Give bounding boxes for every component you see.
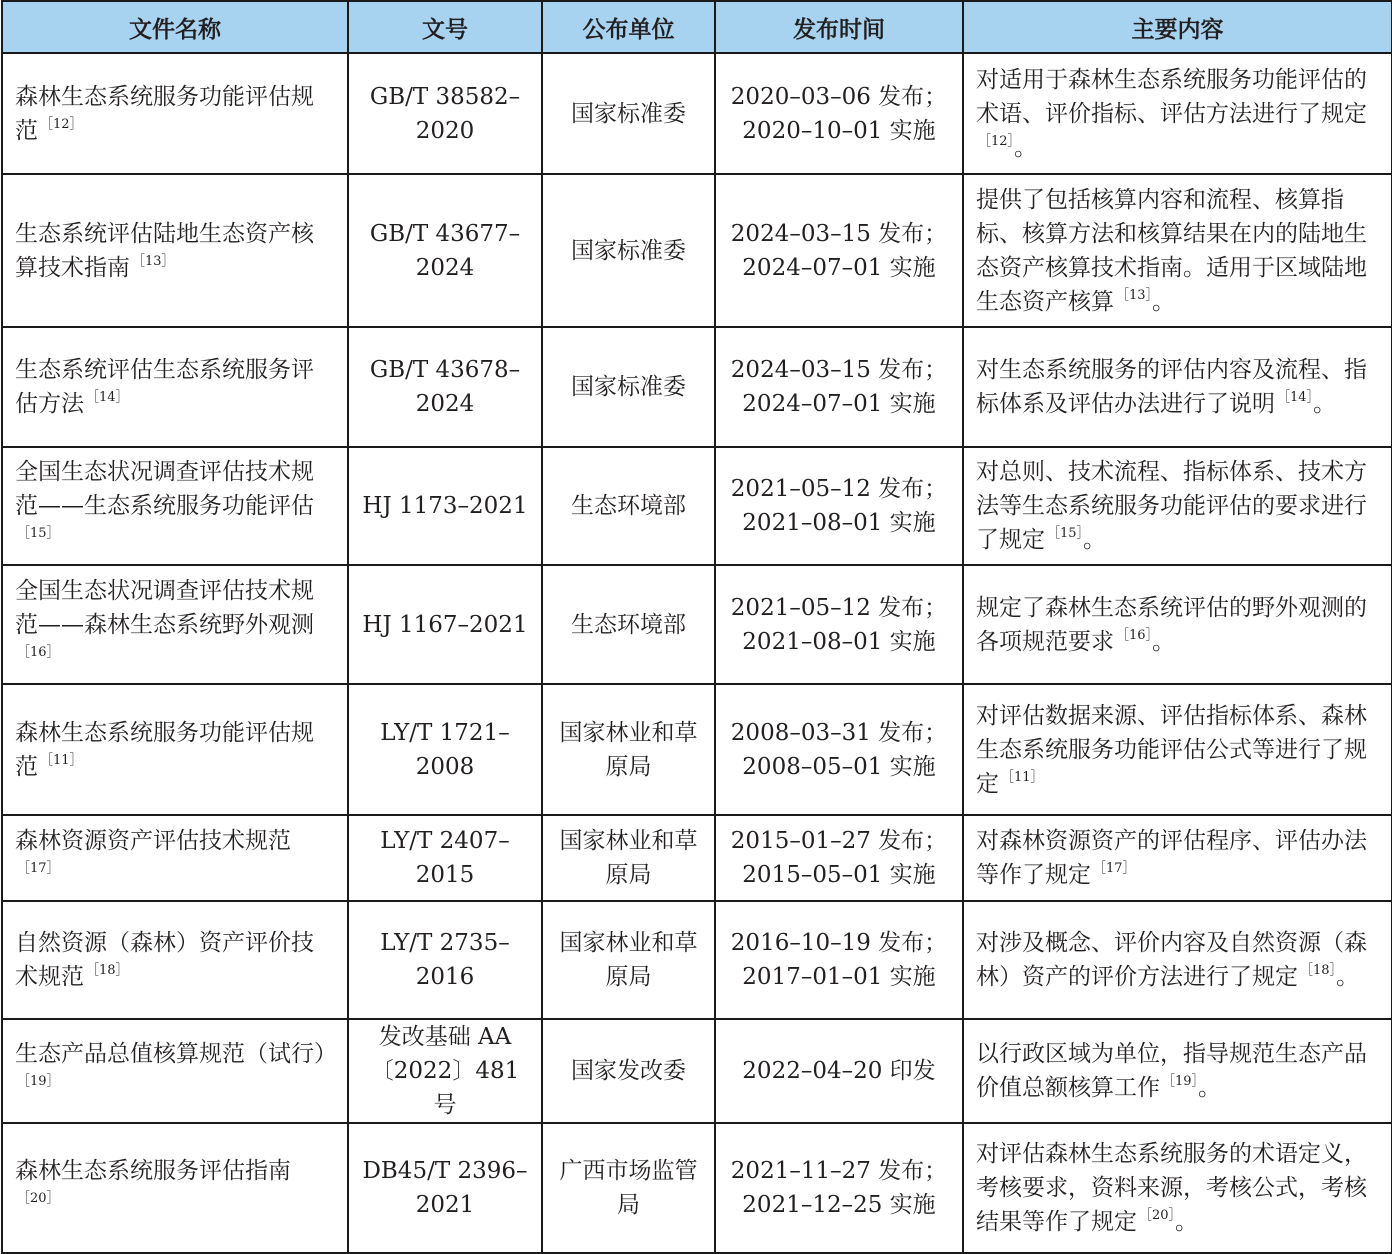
issuing-org: 国家标准委 bbox=[571, 374, 686, 400]
doc-number-cell bbox=[348, 565, 542, 684]
release-date: 2024–03–15 发布；2024–07–01 实施 bbox=[730, 357, 948, 417]
file-name-cell bbox=[2, 174, 348, 327]
issuing-org: 国家标准委 bbox=[571, 237, 686, 264]
citation-ref: ［14］ bbox=[86, 390, 129, 405]
main-content: 规定了森林生态系统评估的野外观测的各项规范要求 bbox=[976, 594, 1367, 655]
file-name: 生态产品总值核算规范（试行） bbox=[15, 1041, 337, 1067]
main-content-cell bbox=[963, 53, 1392, 174]
content-end-mark: 。 bbox=[1175, 1209, 1199, 1235]
main-content: 对适用于森林生态系统服务功能评估的术语、评价指标、评估方法进行了规定 bbox=[976, 66, 1367, 127]
release-date-cell bbox=[715, 684, 963, 815]
citation-ref: ［17］ bbox=[1093, 861, 1136, 876]
main-content: 对总则、技术流程、指标体系、技术方法等生态系统服务功能评估的要求进行了规定 bbox=[976, 459, 1367, 553]
header-issuing-org: 公布单位 bbox=[542, 1, 715, 53]
release-date-cell bbox=[715, 174, 963, 327]
header-release-date: 发布时间 bbox=[715, 1, 963, 53]
citation-ref: ［20］ bbox=[1139, 1208, 1176, 1223]
citation-ref: ［19］ bbox=[17, 1074, 60, 1089]
main-content: 以行政区域为单位，指导规范生态产品价值总额核算工作 bbox=[976, 1041, 1367, 1101]
citation-ref: ［11］ bbox=[40, 752, 83, 768]
issuing-org: 广西市场监管局 bbox=[559, 1158, 698, 1218]
doc-number: DB45/T 2396–2021 bbox=[362, 1158, 528, 1218]
doc-number-cell bbox=[348, 815, 542, 901]
table-row bbox=[2, 815, 1392, 901]
release-date: 2008–03–31 发布；2008–05–01 实施 bbox=[730, 719, 948, 780]
citation-ref: ［18］ bbox=[86, 963, 129, 978]
table-row bbox=[2, 684, 1392, 815]
file-name-cell bbox=[2, 815, 348, 901]
main-content-cell bbox=[963, 447, 1392, 565]
file-name: 全国生态状况调查评估技术规范——生态系统服务功能评估 bbox=[15, 459, 314, 519]
file-name-cell bbox=[2, 901, 348, 1019]
file-name: 森林生态系统服务功能评估规范 bbox=[15, 83, 314, 144]
issuing-org-cell bbox=[542, 901, 715, 1019]
release-date: 2022–04–20 印发 bbox=[742, 1058, 936, 1084]
content-end-mark: 。 bbox=[1152, 288, 1176, 315]
release-date: 2021–05–12 发布；2021–08–01 实施 bbox=[730, 476, 948, 536]
main-content-cell bbox=[963, 1123, 1392, 1253]
release-date-cell bbox=[715, 815, 963, 901]
issuing-org-cell bbox=[542, 565, 715, 684]
main-content-cell bbox=[963, 901, 1392, 1019]
issuing-org-cell bbox=[542, 327, 715, 447]
doc-number-cell bbox=[348, 901, 542, 1019]
release-date-cell bbox=[715, 53, 963, 174]
file-name-cell bbox=[2, 53, 348, 174]
file-name-cell bbox=[2, 565, 348, 684]
issuing-org: 国家发改委 bbox=[571, 1058, 686, 1084]
file-name-cell bbox=[2, 684, 348, 815]
release-date: 2015–01–27 发布；2015–05–01 实施 bbox=[730, 828, 948, 888]
main-content: 对森林资源资产的评估程序、评估办法等作了规定 bbox=[976, 828, 1367, 888]
issuing-org: 国家林业和草原局 bbox=[559, 930, 698, 990]
header-file-name: 文件名称 bbox=[2, 1, 348, 53]
main-content-cell bbox=[963, 1019, 1392, 1123]
release-date-cell bbox=[715, 327, 963, 447]
issuing-org: 国家林业和草原局 bbox=[559, 828, 698, 888]
doc-number-cell bbox=[348, 53, 542, 174]
table-row bbox=[2, 327, 1392, 447]
citation-ref: ［13］ bbox=[132, 253, 175, 269]
table-row bbox=[2, 174, 1392, 327]
file-name-cell bbox=[2, 327, 348, 447]
header-doc-number: 文号 bbox=[348, 1, 542, 53]
release-date-cell bbox=[715, 447, 963, 565]
content-end-mark: 。 bbox=[1152, 628, 1176, 655]
doc-number: LY/T 2735–2016 bbox=[380, 930, 510, 990]
main-content: 对涉及概念、评价内容及自然资源（森林）资产的评价方法进行了规定 bbox=[976, 930, 1367, 990]
table-row bbox=[2, 53, 1392, 174]
citation-ref: ［18］ bbox=[1300, 963, 1337, 978]
file-name: 森林生态系统服务评估指南 bbox=[15, 1158, 291, 1184]
release-date-cell bbox=[715, 901, 963, 1019]
table-row bbox=[2, 901, 1392, 1019]
main-content: 对生态系统服务的评估内容及流程、指标体系及评估办法进行了说明 bbox=[976, 357, 1367, 417]
doc-number-cell bbox=[348, 447, 542, 565]
release-date: 2024–03–15 发布；2024–07–01 实施 bbox=[730, 220, 948, 281]
content-end-mark: 。 bbox=[1083, 527, 1107, 553]
doc-number: LY/T 2407–2015 bbox=[380, 828, 510, 888]
content-end-mark: 。 bbox=[1336, 964, 1360, 990]
table-row bbox=[2, 1019, 1392, 1123]
standards-table bbox=[1, 0, 1392, 1254]
main-content-cell bbox=[963, 327, 1392, 447]
citation-ref: ［17］ bbox=[17, 861, 60, 876]
file-name-cell bbox=[2, 1019, 348, 1123]
issuing-org: 生态环境部 bbox=[571, 611, 686, 638]
content-end-mark: 。 bbox=[1313, 391, 1337, 417]
citation-ref: ［14］ bbox=[1277, 390, 1314, 405]
issuing-org-cell bbox=[542, 1019, 715, 1123]
doc-number: LY/T 1721–2008 bbox=[380, 719, 510, 780]
release-date: 2016–10–19 发布；2017–01–01 实施 bbox=[730, 930, 948, 990]
doc-number-cell bbox=[348, 327, 542, 447]
file-name: 自然资源（森林）资产评价技术规范 bbox=[15, 930, 314, 990]
doc-number: HJ 1167–2021 bbox=[362, 611, 528, 638]
file-name: 全国生态状况调查评估技术规范——森林生态系统野外观测 bbox=[15, 577, 314, 638]
issuing-org: 生态环境部 bbox=[571, 493, 686, 519]
table-row bbox=[2, 565, 1392, 684]
table-row bbox=[2, 1123, 1392, 1253]
content-end-mark: 。 bbox=[1014, 134, 1038, 161]
issuing-org: 国家林业和草原局 bbox=[559, 719, 698, 780]
citation-ref: ［12］ bbox=[40, 116, 83, 132]
release-date-cell bbox=[715, 565, 963, 684]
file-name-cell bbox=[2, 447, 348, 565]
citation-ref: ［16］ bbox=[1116, 627, 1153, 643]
file-name: 森林资源资产评估技术规范 bbox=[15, 828, 291, 854]
citation-ref: ［19］ bbox=[1162, 1074, 1199, 1089]
main-content-cell bbox=[963, 815, 1392, 901]
main-content: 对评估数据来源、评估指标体系、森林生态系统服务功能评估公式等进行了规定 bbox=[976, 702, 1367, 797]
file-name-cell bbox=[2, 1123, 348, 1253]
citation-ref: ［11］ bbox=[1001, 769, 1044, 785]
table-row bbox=[2, 447, 1392, 565]
release-date: 2020–03–06 发布；2020–10–01 实施 bbox=[730, 83, 948, 144]
doc-number: HJ 1173–2021 bbox=[362, 493, 528, 519]
header-row bbox=[2, 1, 1392, 53]
doc-number-cell bbox=[348, 1019, 542, 1123]
doc-number: GB/T 38582–2020 bbox=[369, 83, 521, 144]
release-date: 2021–11–27 发布；2021–12–25 实施 bbox=[730, 1158, 948, 1218]
file-name: 生态系统评估生态系统服务评估方法 bbox=[15, 357, 314, 417]
doc-number: GB/T 43677–2024 bbox=[369, 220, 521, 281]
content-end-mark: 。 bbox=[1198, 1075, 1222, 1101]
issuing-org-cell bbox=[542, 447, 715, 565]
citation-ref: ［15］ bbox=[17, 526, 60, 541]
main-content-cell bbox=[963, 565, 1392, 684]
issuing-org-cell bbox=[542, 53, 715, 174]
release-date-cell bbox=[715, 1019, 963, 1123]
citation-ref: ［20］ bbox=[17, 1191, 60, 1206]
release-date-cell bbox=[715, 1123, 963, 1253]
doc-number-cell bbox=[348, 1123, 542, 1253]
issuing-org-cell bbox=[542, 815, 715, 901]
main-content-cell bbox=[963, 684, 1392, 815]
issuing-org: 国家标准委 bbox=[571, 100, 686, 127]
doc-number-cell bbox=[348, 174, 542, 327]
issuing-org-cell bbox=[542, 1123, 715, 1253]
main-content: 对评估森林生态系统服务的术语定义，考核要求，资料来源，考核公式，考核结果等作了规定 bbox=[976, 1141, 1367, 1235]
release-date: 2021–05–12 发布；2021–08–01 实施 bbox=[730, 594, 948, 655]
citation-ref: ［16］ bbox=[17, 644, 60, 660]
issuing-org-cell bbox=[542, 174, 715, 327]
file-name: 森林生态系统服务功能评估规范 bbox=[15, 719, 314, 780]
citation-ref: ［15］ bbox=[1047, 526, 1084, 541]
citation-ref: ［13］ bbox=[1116, 287, 1153, 303]
file-name: 生态系统评估陆地生态资产核算技术指南 bbox=[15, 220, 314, 281]
doc-number-cell bbox=[348, 684, 542, 815]
header-main-content: 主要内容 bbox=[963, 1, 1392, 53]
doc-number: 发改基础 AA〔2022〕481 号 bbox=[370, 1024, 520, 1118]
doc-number: GB/T 43678–2024 bbox=[369, 357, 521, 417]
issuing-org-cell bbox=[542, 684, 715, 815]
main-content-cell bbox=[963, 174, 1392, 327]
main-content: 提供了包括核算内容和流程、核算指标、核算方法和核算结果在内的陆地生态资产核算技术指南。适用于区域陆地生态资产核算 bbox=[976, 186, 1367, 315]
citation-ref: ［12］ bbox=[978, 133, 1015, 149]
